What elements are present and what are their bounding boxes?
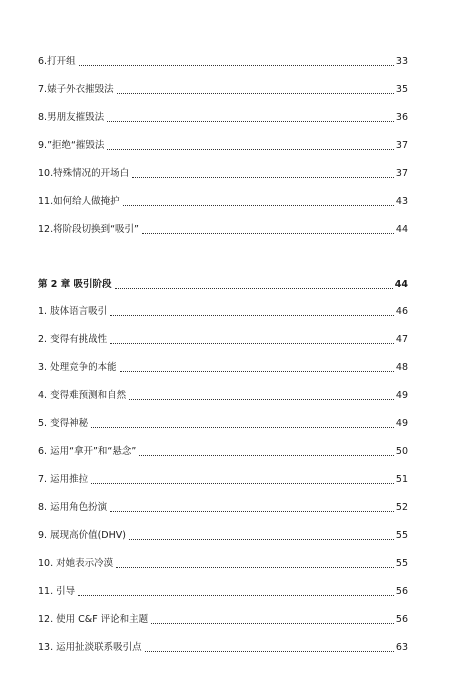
- toc-entry-title: 11.如何给人做掩护: [38, 196, 120, 207]
- dot-leader: [117, 92, 394, 94]
- dot-leader: [78, 594, 394, 596]
- toc-entry-title: 4. 变得难预测和自然: [38, 390, 127, 401]
- toc-entry-page: 43: [395, 196, 408, 207]
- dot-leader: [129, 538, 394, 540]
- toc-entry-title: 7. 运用推拉: [38, 474, 89, 485]
- dot-leader: [110, 342, 394, 344]
- toc-entry[interactable]: [38, 390, 408, 402]
- toc-entry[interactable]: [38, 224, 408, 236]
- toc-entry[interactable]: [38, 140, 408, 152]
- toc-entry-title: 9. 展现高价值(DHV): [38, 530, 126, 541]
- toc-entry-page: 56: [395, 614, 408, 625]
- toc-entry[interactable]: [38, 502, 408, 514]
- toc-entry-title: 9.”拒绝“摧毁法: [38, 140, 105, 151]
- toc-entry-title: 2. 变得有挑战性: [38, 334, 108, 345]
- toc-entry-title: 5. 变得神秘: [38, 418, 89, 429]
- toc-entry-title: 6. 运用“拿开”和“悬念”: [38, 446, 137, 457]
- toc-entry[interactable]: [38, 474, 408, 486]
- toc-entry-title: 12.将阶段切换到“吸引”: [38, 224, 139, 235]
- dot-leader: [151, 622, 394, 624]
- toc-entry[interactable]: [38, 586, 408, 598]
- toc-entry-title: 10. 对她表示冷漠: [38, 558, 114, 569]
- toc-entry[interactable]: [38, 558, 408, 570]
- toc-entry[interactable]: [38, 642, 408, 654]
- toc-entry-page: 35: [395, 84, 408, 95]
- toc-entry-title: 10.特殊情况的开场白: [38, 168, 130, 179]
- toc-entry-page: 44: [395, 224, 408, 235]
- dot-leader: [91, 426, 394, 428]
- toc-entry-title: 12. 使用 C&F 评论和主题: [38, 614, 149, 625]
- toc-entry[interactable]: [38, 362, 408, 374]
- toc-entry-page: 50: [395, 446, 408, 457]
- toc-entry-page: 37: [395, 140, 408, 151]
- dot-leader: [142, 232, 394, 234]
- toc-chapter-heading[interactable]: [38, 279, 408, 291]
- toc-entry-page: 46: [395, 306, 408, 317]
- toc-entry-page: 52: [395, 502, 408, 513]
- dot-leader: [129, 398, 394, 400]
- dot-leader: [139, 454, 394, 456]
- toc-entry-page: 49: [395, 418, 408, 429]
- toc-entry[interactable]: [38, 84, 408, 96]
- toc-entry-page: 51: [395, 474, 408, 485]
- dot-leader: [115, 287, 393, 289]
- dot-leader: [145, 650, 394, 652]
- toc-entry[interactable]: [38, 334, 408, 346]
- dot-leader: [116, 566, 394, 568]
- toc-entry-title: 8. 运用角色扮演: [38, 502, 108, 513]
- toc-entry-page: 63: [395, 642, 408, 653]
- dot-leader: [79, 64, 394, 66]
- toc-entry-page: 55: [395, 558, 408, 569]
- toc-entry-title: 7.婊子外衣摧毁法: [38, 84, 114, 95]
- toc-entry-page: 48: [395, 362, 408, 373]
- toc-entry[interactable]: [38, 56, 408, 68]
- toc-entry[interactable]: [38, 112, 408, 124]
- toc-entry-page: 36: [395, 112, 408, 123]
- toc-entry[interactable]: [38, 530, 408, 542]
- dot-leader: [91, 482, 394, 484]
- toc-entry-page: 49: [395, 390, 408, 401]
- toc-entry[interactable]: [38, 168, 408, 180]
- toc-entry-page: 33: [395, 56, 408, 67]
- toc-entry-title: 6.打开组: [38, 56, 76, 67]
- toc-entry-title: 3. 处理竞争的本能: [38, 362, 117, 373]
- toc-entry[interactable]: [38, 306, 408, 318]
- dot-leader: [123, 204, 394, 206]
- dot-leader: [132, 176, 394, 178]
- toc-entry-title: 8.男朋友摧毁法: [38, 112, 105, 123]
- toc-entry[interactable]: [38, 196, 408, 208]
- dot-leader: [110, 510, 394, 512]
- chapter-page: 44: [394, 279, 408, 290]
- toc-entry-page: 47: [395, 334, 408, 345]
- chapter-title: 第 2 章 吸引阶段: [38, 279, 112, 290]
- dot-leader: [107, 148, 393, 150]
- toc-entry-page: 56: [395, 586, 408, 597]
- toc-entry-page: 37: [395, 168, 408, 179]
- toc-entry[interactable]: [38, 418, 408, 430]
- toc-entry[interactable]: [38, 614, 408, 626]
- dot-leader: [120, 370, 394, 372]
- dot-leader: [107, 120, 394, 122]
- toc-entry-title: 1. 肢体语言吸引: [38, 306, 108, 317]
- toc-entry-page: 55: [395, 530, 408, 541]
- dot-leader: [110, 314, 394, 316]
- toc-entry-title: 11. 引导: [38, 586, 76, 597]
- toc-entry-title: 13. 运用扯淡联系吸引点: [38, 642, 142, 653]
- toc-entry[interactable]: [38, 446, 408, 458]
